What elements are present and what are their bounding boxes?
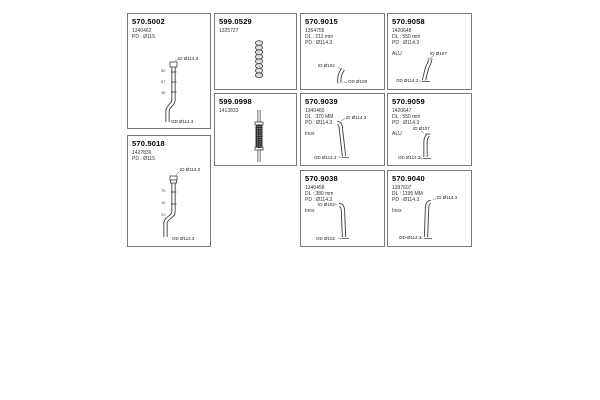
pd-spec: PD : Ø114.3: [392, 197, 420, 203]
part-info: [219, 17, 294, 34]
pd-spec: PD : Ø114.3: [392, 40, 420, 46]
part-card-599-0998: [214, 93, 297, 166]
part-number: 570.5018: [132, 139, 165, 148]
oe-number: 1427836: [132, 150, 152, 156]
material: Inox: [392, 208, 402, 214]
oe-number: 1354755: [305, 28, 325, 34]
part-number: 570.9058: [392, 17, 425, 26]
bottom-diameter-label: OD Ø114.3: [171, 119, 194, 124]
top-diameter-label: ID Ø114.3: [437, 195, 458, 200]
top-diameter-label: ID Ø107: [413, 126, 430, 131]
material: Inox: [305, 131, 315, 137]
bottom-diameter-label: OD Ø114.3: [399, 235, 422, 240]
part-number: 599.0998: [219, 97, 252, 106]
pd-spec: PD : Ø114.3: [305, 197, 333, 203]
part-info: [305, 174, 382, 214]
top-diameter-label: ID Ø114.3: [180, 167, 201, 172]
part-card-570-9039: [300, 93, 385, 166]
bottom-diameter-label: OD Ø114.3: [396, 78, 419, 83]
part-info: [219, 97, 294, 114]
part-number: 570.9059: [392, 97, 425, 106]
part-card-570-9038: [300, 170, 385, 247]
dim-tick: 50: [161, 68, 166, 73]
oe-number: 1325727: [219, 28, 239, 34]
part-card-570-9058: [387, 13, 472, 90]
part-number: 570.9040: [392, 174, 425, 183]
part-card-570-9015: [300, 13, 385, 90]
bottom-diameter-label: OD Ø114.3: [398, 155, 421, 160]
oe-number: 1397607: [392, 185, 412, 191]
top-diameter-label: ID Ø114.3: [346, 115, 367, 120]
dim-tick: 75: [161, 188, 166, 193]
oe-number: 1420648: [392, 28, 412, 34]
part-info: [392, 17, 469, 57]
pd-spec: PD : Ø115: [132, 156, 155, 162]
part-card-570-9040: [387, 170, 472, 247]
pd-spec: PD : Ø114.3: [305, 40, 333, 46]
dim-tick: 15: [161, 200, 166, 205]
oe-number: 1340458: [305, 185, 325, 191]
dl-spec: DL : 550 mm: [392, 114, 421, 120]
part-card-599-0529: [214, 13, 297, 90]
pd-spec: PD : Ø114.3: [392, 120, 420, 126]
part-number: 570.9015: [305, 17, 338, 26]
part-number: 570.9038: [305, 174, 338, 183]
material: Inox: [305, 208, 315, 214]
bottom-diameter-label: OD Ø102: [316, 236, 336, 241]
material: ALU: [392, 51, 402, 57]
pd-spec: PD : Ø114.3: [305, 120, 333, 126]
dl-spec: DL : 380 mm: [305, 191, 334, 197]
top-diameter-label: ID Ø102: [318, 63, 335, 68]
material: ALU: [392, 131, 402, 137]
part-number: 570.9039: [305, 97, 338, 106]
part-card-570-5002: [127, 13, 211, 129]
part-info: [132, 17, 208, 40]
top-diameter-label: ID Ø107: [430, 51, 447, 56]
top-diameter-label: ID Ø114.3: [178, 56, 199, 61]
dim-tick: 45: [161, 90, 166, 95]
bottom-diameter-label: OD Ø108: [348, 79, 368, 84]
part-number: 599.0529: [219, 17, 252, 26]
dim-tick: 57: [161, 79, 166, 84]
part-card-570-9059: [387, 93, 472, 166]
oe-number: 1340462: [132, 28, 152, 34]
part-info: [305, 97, 382, 137]
oe-number: 1420647: [392, 108, 412, 114]
top-diameter-label: ID Ø102: [318, 202, 335, 207]
dim-tick: 20: [161, 212, 166, 217]
bottom-diameter-label: OD Ø114.3: [314, 155, 337, 160]
part-info: [305, 17, 382, 46]
dl-spec: DL : 370 MM: [305, 114, 334, 120]
part-info: [132, 139, 208, 162]
dl-spec: DL : 550 mm: [392, 34, 421, 40]
oe-number: 1413833: [219, 108, 239, 114]
bottom-diameter-label: OD Ø114.3: [172, 236, 195, 241]
part-number: 570.5002: [132, 17, 165, 26]
dl-spec: DL : 211 mm: [305, 34, 334, 40]
part-info: [392, 97, 469, 137]
part-card-570-5018: [127, 135, 211, 247]
pd-spec: PD : Ø115: [132, 34, 155, 40]
part-info: [392, 174, 469, 214]
dl-spec: DL : 1195 MM: [392, 191, 423, 197]
oe-number: 1340460: [305, 108, 325, 114]
